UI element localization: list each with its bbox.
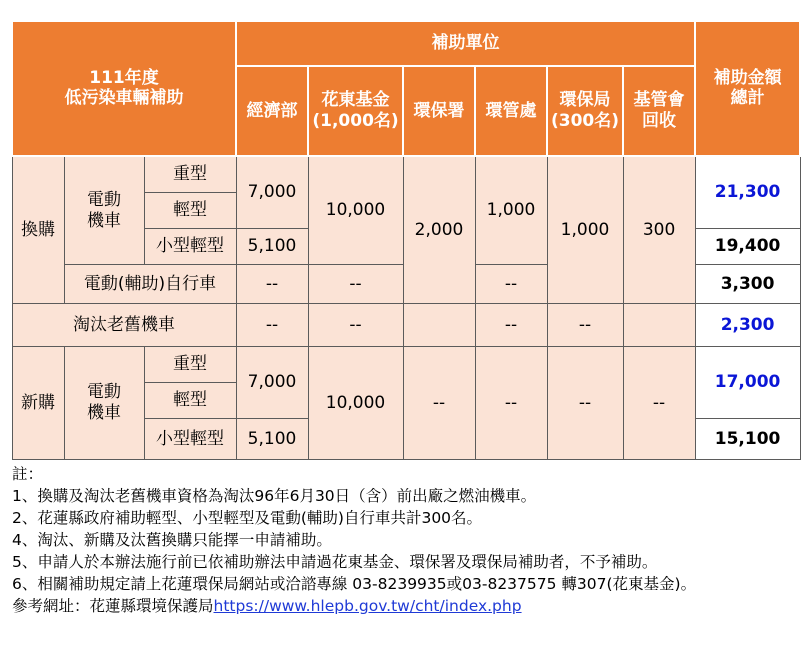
row-ebike: 電動(輔助)自行車: [64, 265, 236, 304]
unit-header: 花東基金 (1,000名): [308, 66, 403, 156]
row-light: 輕型: [144, 192, 236, 228]
unit-header: 經濟部: [236, 66, 308, 156]
cell-value: --: [623, 346, 695, 459]
unit-header: 環保局 (300名): [547, 66, 623, 156]
table-title: [12, 21, 236, 156]
title-year: 111年度: [89, 67, 159, 88]
note-item: 2、花蓮縣政府補助輕型、小型輕型及電動(輔助)自行車共計300名。: [12, 509, 483, 527]
cell-value: 5,100: [236, 419, 308, 460]
cell-value: 7,000: [236, 156, 308, 229]
total-value: 17,000: [695, 346, 800, 419]
reference-link[interactable]: https://www.hlepb.gov.tw/cht/index.php: [213, 597, 522, 615]
row-ev-motorcycle: 電動 機車: [64, 156, 144, 265]
cell-value: 10,000: [308, 156, 403, 265]
row-replace: 換購: [12, 156, 64, 304]
total-value: 15,100: [695, 419, 800, 460]
cell-value: --: [308, 303, 403, 346]
note-item: 5、申請人於本辦法施行前已依補助辦法申請過花東基金、環保署及環保局補助者，不予補助。: [12, 553, 658, 571]
cell-value: --: [308, 265, 403, 304]
cell-value: --: [475, 303, 547, 346]
cell-value: 2,000: [403, 156, 475, 304]
notes-heading: 註：: [12, 465, 44, 483]
cell-value: 10,000: [308, 346, 403, 459]
units-group-header: 補助單位: [236, 21, 695, 66]
cell-value: --: [475, 346, 547, 459]
cell-value: --: [547, 303, 623, 346]
row-heavy: 重型: [144, 346, 236, 382]
total-value: 3,300: [695, 265, 800, 304]
unit-header: 環保署: [403, 66, 475, 156]
cell-value: --: [475, 265, 547, 304]
total-header: 補助金額 總計: [695, 21, 800, 156]
row-heavy: 重型: [144, 156, 236, 192]
row-new-purchase: 新購: [12, 346, 64, 459]
note-item: 6、相關補助規定請上花蓮環保局網站或洽諮專線 03-8239935或03-8237575 轉307(花東基金)。: [12, 575, 697, 593]
row-light: 輕型: [144, 382, 236, 418]
notes-section: [12, 463, 802, 617]
cell-empty: [623, 303, 695, 346]
cell-value: --: [403, 346, 475, 459]
cell-value: --: [547, 346, 623, 459]
cell-value: --: [236, 303, 308, 346]
row-small-light: 小型輕型: [144, 228, 236, 264]
reference-prefix: 參考網址：花蓮縣環境保護局: [12, 597, 214, 615]
total-value: 21,300: [695, 156, 800, 229]
title-name: 低污染車輛補助: [64, 88, 184, 109]
cell-empty: [403, 303, 475, 346]
unit-header: 環管處: [475, 66, 547, 156]
row-small-light: 小型輕型: [144, 419, 236, 460]
cell-value: 7,000: [236, 346, 308, 419]
total-value: 19,400: [695, 228, 800, 264]
cell-value: --: [236, 265, 308, 304]
row-scrap: 淘汰老舊機車: [12, 303, 236, 346]
unit-header: 基管會 回收: [623, 66, 695, 156]
note-item: 1、換購及淘汰老舊機車資格為淘汰96年6月30日（含）前出廠之燃油機車。: [12, 487, 537, 505]
reference-line: [12, 595, 802, 617]
subsidy-table: [11, 20, 801, 460]
cell-value: 1,000: [475, 156, 547, 265]
total-value: 2,300: [695, 303, 800, 346]
cell-value: 300: [623, 156, 695, 304]
cell-value: 5,100: [236, 228, 308, 264]
note-item: 4、淘汰、新購及汰舊換購只能擇一申請補助。: [12, 531, 332, 549]
cell-value: 1,000: [547, 156, 623, 304]
row-ev-motorcycle: 電動 機車: [64, 346, 144, 459]
